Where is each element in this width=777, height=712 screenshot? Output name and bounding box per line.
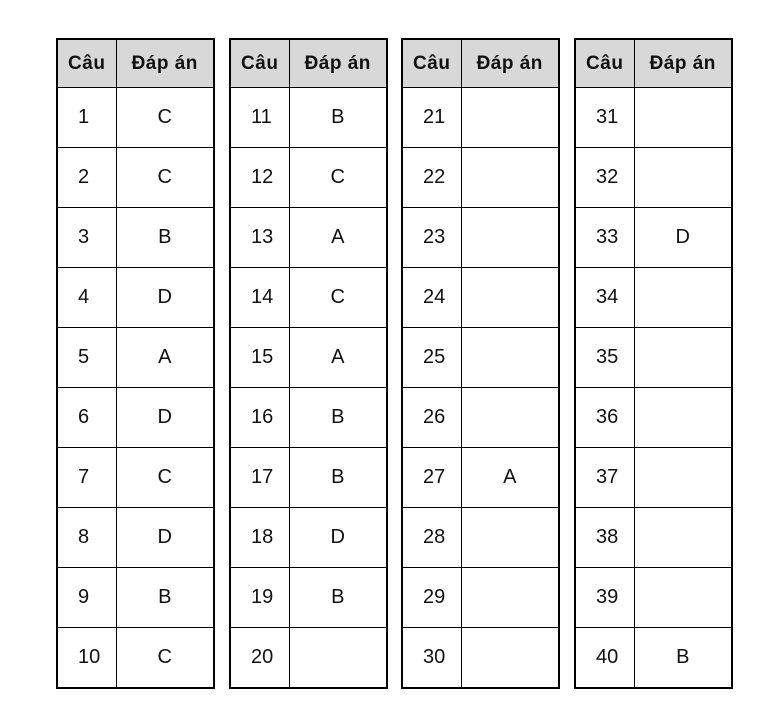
table-header-row (402, 39, 559, 88)
question-number-cell: 28 (402, 508, 461, 568)
answer-cell (634, 568, 732, 628)
answer-cell: D (116, 268, 214, 328)
question-number-cell: 33 (575, 208, 634, 268)
question-number-cell: 32 (575, 148, 634, 208)
table-header-row (230, 39, 387, 88)
table-row (57, 568, 214, 628)
table-row (57, 148, 214, 208)
table-row (402, 88, 559, 148)
answer-cell: B (116, 208, 214, 268)
answer-cell: B (116, 568, 214, 628)
table-row (575, 88, 732, 148)
question-number-cell: 22 (402, 148, 461, 208)
answer-cell (634, 148, 732, 208)
answer-cell (461, 328, 559, 388)
answer-column-header: Đáp án (634, 39, 732, 88)
question-number-cell: 23 (402, 208, 461, 268)
question-number-cell: 18 (230, 508, 289, 568)
table-row (575, 388, 732, 448)
answer-column-header: Đáp án (461, 39, 559, 88)
answer-cell (634, 388, 732, 448)
table-row (402, 268, 559, 328)
question-number-cell: 8 (57, 508, 116, 568)
table-row (575, 208, 732, 268)
question-number-cell: 39 (575, 568, 634, 628)
answer-table-4 (574, 38, 733, 689)
answer-cell (634, 88, 732, 148)
question-number-cell: 16 (230, 388, 289, 448)
table-row (230, 448, 387, 508)
question-number-cell: 6 (57, 388, 116, 448)
answer-cell (634, 448, 732, 508)
answer-cell: A (289, 208, 387, 268)
question-number-cell: 25 (402, 328, 461, 388)
answer-cell: C (116, 148, 214, 208)
table-row (230, 268, 387, 328)
table-row (230, 388, 387, 448)
table-row (230, 148, 387, 208)
answer-cell (289, 628, 387, 689)
question-number-cell: 38 (575, 508, 634, 568)
table-row (402, 208, 559, 268)
table-row (57, 88, 214, 148)
answer-table-1 (56, 38, 215, 689)
table-row (57, 508, 214, 568)
answer-cell (461, 268, 559, 328)
question-number-cell: 4 (57, 268, 116, 328)
question-number-cell: 13 (230, 208, 289, 268)
table-header-row (57, 39, 214, 88)
question-number-cell: 37 (575, 448, 634, 508)
answer-column-header: Đáp án (289, 39, 387, 88)
answer-cell (461, 88, 559, 148)
answer-cell (634, 508, 732, 568)
table-row (575, 628, 732, 689)
table-row (402, 388, 559, 448)
table-row (402, 448, 559, 508)
answer-cell: A (461, 448, 559, 508)
question-column-header: Câu (230, 39, 289, 88)
table-row (575, 148, 732, 208)
question-number-cell: 2 (57, 148, 116, 208)
table-row (57, 388, 214, 448)
answer-cell: D (634, 208, 732, 268)
question-number-cell: 10 (57, 628, 116, 689)
question-number-cell: 14 (230, 268, 289, 328)
question-number-cell: 40 (575, 628, 634, 689)
question-number-cell: 9 (57, 568, 116, 628)
table-row (230, 508, 387, 568)
answer-table-3 (401, 38, 560, 689)
answer-cell (461, 388, 559, 448)
table-row (402, 328, 559, 388)
answer-cell: D (116, 388, 214, 448)
table-row (230, 208, 387, 268)
question-number-cell: 5 (57, 328, 116, 388)
answer-cell: A (289, 328, 387, 388)
table-header-row (575, 39, 732, 88)
answer-cell (634, 268, 732, 328)
answer-cell: B (289, 388, 387, 448)
question-number-cell: 31 (575, 88, 634, 148)
table-row (575, 508, 732, 568)
table-row (402, 568, 559, 628)
question-column-header: Câu (57, 39, 116, 88)
answer-cell (461, 208, 559, 268)
question-number-cell: 15 (230, 328, 289, 388)
question-number-cell: 12 (230, 148, 289, 208)
table-row (575, 568, 732, 628)
question-column-header: Câu (402, 39, 461, 88)
answer-cell: B (289, 568, 387, 628)
answer-cell: D (116, 508, 214, 568)
table-row (575, 448, 732, 508)
table-row (57, 328, 214, 388)
question-number-cell: 36 (575, 388, 634, 448)
answer-cell: C (116, 88, 214, 148)
question-number-cell: 11 (230, 88, 289, 148)
table-row (230, 328, 387, 388)
question-number-cell: 35 (575, 328, 634, 388)
question-number-cell: 1 (57, 88, 116, 148)
answer-column-header: Đáp án (116, 39, 214, 88)
table-row (402, 628, 559, 689)
answer-cell: C (289, 268, 387, 328)
answer-cell (461, 628, 559, 689)
table-row (402, 148, 559, 208)
answer-cell (461, 568, 559, 628)
table-row (575, 328, 732, 388)
question-number-cell: 34 (575, 268, 634, 328)
question-number-cell: 19 (230, 568, 289, 628)
table-row (230, 88, 387, 148)
answer-cell: B (289, 448, 387, 508)
answer-cell: A (116, 328, 214, 388)
question-number-cell: 7 (57, 448, 116, 508)
table-row (402, 508, 559, 568)
table-row (57, 448, 214, 508)
answer-cell: C (289, 148, 387, 208)
answer-cell (634, 328, 732, 388)
answer-cell: B (289, 88, 387, 148)
table-row (57, 628, 214, 689)
question-number-cell: 26 (402, 388, 461, 448)
table-row (230, 628, 387, 689)
question-number-cell: 29 (402, 568, 461, 628)
answer-cell: B (634, 628, 732, 689)
answer-cell: C (116, 448, 214, 508)
question-number-cell: 27 (402, 448, 461, 508)
question-number-cell: 21 (402, 88, 461, 148)
question-number-cell: 3 (57, 208, 116, 268)
table-row (230, 568, 387, 628)
answer-cell: C (116, 628, 214, 689)
table-row (57, 268, 214, 328)
answer-table-2 (229, 38, 388, 689)
table-row (57, 208, 214, 268)
answer-cell: D (289, 508, 387, 568)
table-row (575, 268, 732, 328)
question-number-cell: 20 (230, 628, 289, 689)
question-number-cell: 30 (402, 628, 461, 689)
question-column-header: Câu (575, 39, 634, 88)
answer-cell (461, 148, 559, 208)
question-number-cell: 24 (402, 268, 461, 328)
question-number-cell: 17 (230, 448, 289, 508)
answer-cell (461, 508, 559, 568)
